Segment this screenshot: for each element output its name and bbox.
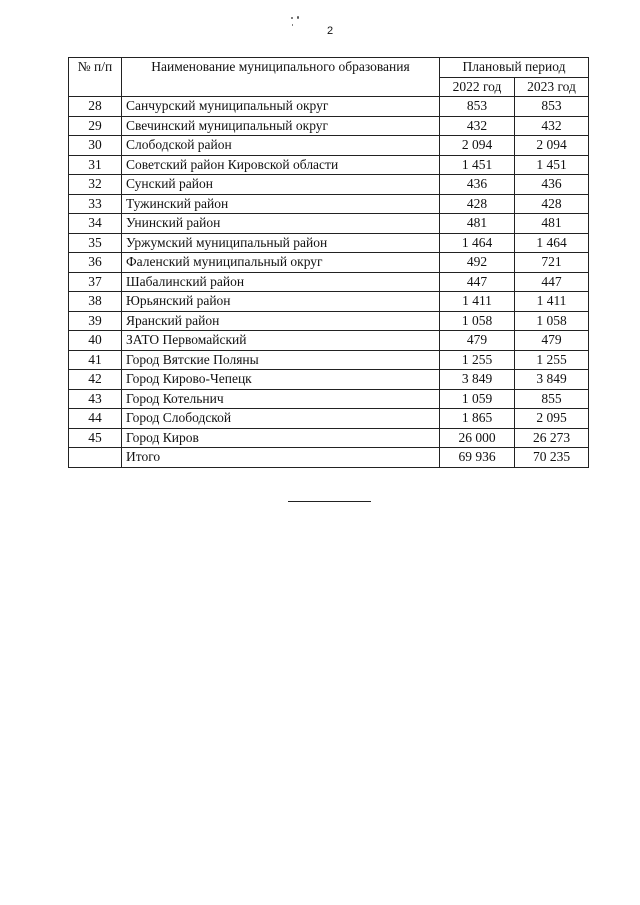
row-number: 44 bbox=[69, 409, 122, 429]
table-row bbox=[69, 214, 589, 234]
table-row bbox=[69, 175, 589, 195]
value-2023: 428 bbox=[515, 194, 589, 214]
row-number: 43 bbox=[69, 389, 122, 409]
value-2022: 1 058 bbox=[440, 311, 515, 331]
value-2022: 1 411 bbox=[440, 292, 515, 312]
municipality-name: Город Кирово-Чепецк bbox=[122, 370, 440, 390]
municipality-name: Слободской район bbox=[122, 136, 440, 156]
header-period: Плановый период bbox=[440, 58, 589, 78]
municipality-name: Свечинский муниципальный округ bbox=[122, 116, 440, 136]
row-number: 33 bbox=[69, 194, 122, 214]
scan-speck bbox=[292, 24, 293, 26]
municipality-name: Юрьянский район bbox=[122, 292, 440, 312]
value-2023: 1 451 bbox=[515, 155, 589, 175]
total-2023: 70 235 bbox=[515, 448, 589, 468]
table-row bbox=[69, 233, 589, 253]
row-number: 36 bbox=[69, 253, 122, 273]
municipality-name: Тужинский район bbox=[122, 194, 440, 214]
municipality-name: Сунский район bbox=[122, 175, 440, 195]
table-row bbox=[69, 331, 589, 351]
value-2022: 2 094 bbox=[440, 136, 515, 156]
total-row bbox=[69, 448, 589, 468]
row-number: 38 bbox=[69, 292, 122, 312]
value-2022: 428 bbox=[440, 194, 515, 214]
table-row bbox=[69, 370, 589, 390]
value-2023: 481 bbox=[515, 214, 589, 234]
value-2022: 1 451 bbox=[440, 155, 515, 175]
table-row bbox=[69, 272, 589, 292]
row-number: 41 bbox=[69, 350, 122, 370]
value-2022: 853 bbox=[440, 97, 515, 117]
value-2023: 2 094 bbox=[515, 136, 589, 156]
value-2023: 1 464 bbox=[515, 233, 589, 253]
municipality-name: Санчурский муниципальный округ bbox=[122, 97, 440, 117]
row-number: 29 bbox=[69, 116, 122, 136]
value-2023: 479 bbox=[515, 331, 589, 351]
value-2022: 481 bbox=[440, 214, 515, 234]
value-2023: 432 bbox=[515, 116, 589, 136]
total-2022: 69 936 bbox=[440, 448, 515, 468]
row-number: 32 bbox=[69, 175, 122, 195]
row-number: 45 bbox=[69, 428, 122, 448]
total-label: Итого bbox=[122, 448, 440, 468]
value-2022: 432 bbox=[440, 116, 515, 136]
row-number: 37 bbox=[69, 272, 122, 292]
row-number: 35 bbox=[69, 233, 122, 253]
value-2022: 3 849 bbox=[440, 370, 515, 390]
table-row bbox=[69, 292, 589, 312]
table-row bbox=[69, 97, 589, 117]
municipality-name: Город Вятские Поляны bbox=[122, 350, 440, 370]
municipality-name: Фаленский муниципальный округ bbox=[122, 253, 440, 273]
end-of-document-line bbox=[288, 501, 371, 502]
value-2022: 492 bbox=[440, 253, 515, 273]
value-2023: 26 273 bbox=[515, 428, 589, 448]
table-row bbox=[69, 194, 589, 214]
value-2023: 436 bbox=[515, 175, 589, 195]
municipality-name: Унинский район bbox=[122, 214, 440, 234]
value-2023: 1 255 bbox=[515, 350, 589, 370]
value-2023: 2 095 bbox=[515, 409, 589, 429]
municipality-name: ЗАТО Первомайский bbox=[122, 331, 440, 351]
header-name: Наименование муниципального образования bbox=[122, 58, 440, 97]
scan-speck bbox=[297, 16, 299, 19]
value-2022: 1 865 bbox=[440, 409, 515, 429]
value-2022: 1 464 bbox=[440, 233, 515, 253]
table-row bbox=[69, 155, 589, 175]
value-2023: 1 058 bbox=[515, 311, 589, 331]
table-row bbox=[69, 253, 589, 273]
table-row bbox=[69, 311, 589, 331]
municipality-name: Город Котельнич bbox=[122, 389, 440, 409]
scan-speck bbox=[291, 17, 293, 19]
value-2022: 26 000 bbox=[440, 428, 515, 448]
header-number: № п/п bbox=[69, 58, 122, 97]
row-number: 39 bbox=[69, 311, 122, 331]
page-number: 2 bbox=[326, 25, 334, 37]
value-2023: 1 411 bbox=[515, 292, 589, 312]
municipality-name: Уржумский муниципальный район bbox=[122, 233, 440, 253]
table-row bbox=[69, 389, 589, 409]
value-2022: 479 bbox=[440, 331, 515, 351]
allocation-table bbox=[68, 57, 589, 468]
municipality-name: Шабалинский район bbox=[122, 272, 440, 292]
value-2023: 447 bbox=[515, 272, 589, 292]
row-number: 30 bbox=[69, 136, 122, 156]
header-year-2022: 2022 год bbox=[440, 77, 515, 97]
municipality-name: Город Киров bbox=[122, 428, 440, 448]
row-number: 28 bbox=[69, 97, 122, 117]
municipality-name: Город Слободской bbox=[122, 409, 440, 429]
value-2023: 3 849 bbox=[515, 370, 589, 390]
header-year-2023: 2023 год bbox=[515, 77, 589, 97]
row-number: 34 bbox=[69, 214, 122, 234]
total-number-cell bbox=[69, 448, 122, 468]
row-number: 40 bbox=[69, 331, 122, 351]
table-row bbox=[69, 409, 589, 429]
value-2023: 855 bbox=[515, 389, 589, 409]
value-2022: 436 bbox=[440, 175, 515, 195]
value-2023: 853 bbox=[515, 97, 589, 117]
value-2023: 721 bbox=[515, 253, 589, 273]
municipality-name: Яранский район bbox=[122, 311, 440, 331]
row-number: 42 bbox=[69, 370, 122, 390]
municipality-name: Советский район Кировской области bbox=[122, 155, 440, 175]
table-row bbox=[69, 136, 589, 156]
value-2022: 447 bbox=[440, 272, 515, 292]
table-row bbox=[69, 350, 589, 370]
value-2022: 1 059 bbox=[440, 389, 515, 409]
table-row bbox=[69, 116, 589, 136]
table-row bbox=[69, 428, 589, 448]
value-2022: 1 255 bbox=[440, 350, 515, 370]
table-body bbox=[69, 97, 589, 468]
row-number: 31 bbox=[69, 155, 122, 175]
